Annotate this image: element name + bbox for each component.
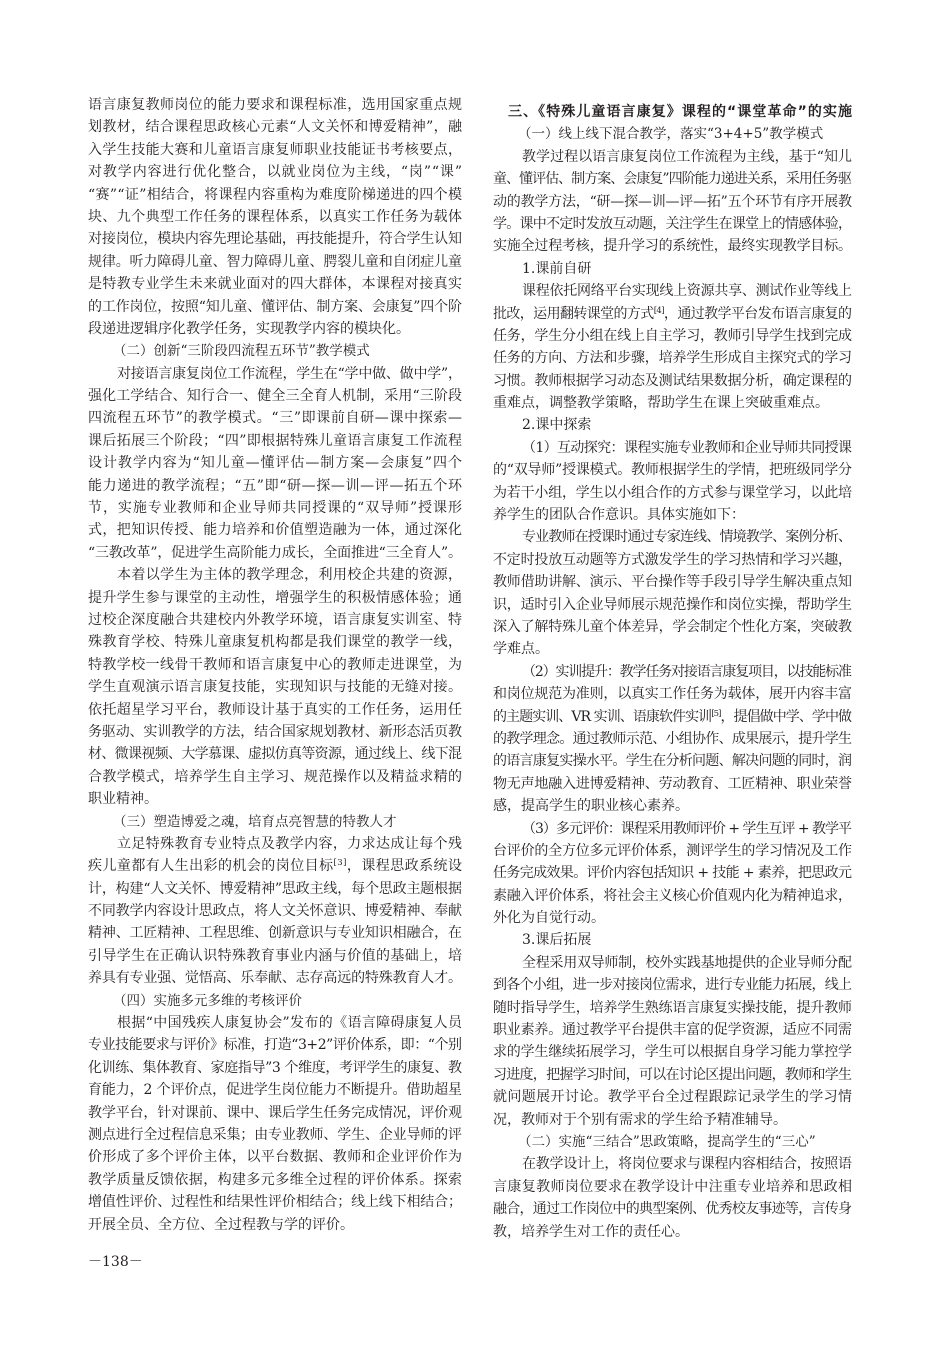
paragraph bbox=[493, 526, 852, 660]
text-line bbox=[88, 855, 462, 877]
text-line: 养学生的团队合作意识。具体实施如下： bbox=[493, 507, 745, 524]
text-line: 实施全过程考核，提升学习的系统性，最终实现教学目标。 bbox=[493, 238, 852, 255]
text-line: 求的学生继续拓展学习，学生可以根据自身学习能力掌控学 bbox=[493, 1044, 852, 1061]
citation-ref: [4] bbox=[653, 305, 664, 316]
text-line: 习惯。教师根据学习动态及测试结果数据分析，确定课程的 bbox=[493, 372, 852, 389]
text-line: 专业教师在授课时通过专家连线、情境教学、案例分析、 bbox=[522, 529, 852, 546]
text-line: 入学生技能大赛和儿童语言康复师职业技能证书考核要点， bbox=[88, 141, 463, 158]
text-line: 四流程五环节”的教学模式。“三”即课前自研—课中探索— bbox=[88, 410, 463, 427]
text-line: 是特教专业学生未来就业面对的四大群体，本课程对接真实 bbox=[88, 276, 463, 293]
text-line: 学。课中不定时发放互动题，关注学生在课堂上的情感体验， bbox=[493, 215, 852, 232]
right-column bbox=[493, 101, 852, 1243]
text-line: 提升学生参与课堂的主动性，增强学生的积极情感体验；通 bbox=[88, 589, 463, 606]
text-line: 育能力，2 个评价点，促进学生岗位能力不断提升。借助超星 bbox=[88, 1082, 462, 1099]
subsection-heading bbox=[493, 1131, 852, 1153]
text-line: 不同教学内容设计思政点，将人文关怀意识、博爱精神、奉献 bbox=[88, 903, 462, 920]
paragraph bbox=[88, 363, 462, 565]
text-line: 语言康复教师岗位的能力要求和课程标准，选用国家重点规 bbox=[88, 97, 463, 113]
text-line: 专业技能要求与评价》标准，打造“3+2”评价体系，即：“个别 bbox=[88, 1037, 462, 1054]
paragraph bbox=[88, 1012, 462, 1236]
text-line: 外化为自觉行动。 bbox=[493, 910, 605, 927]
text-line: 教学质量反馈依据，构建多元多维全过程的评价体系。探索 bbox=[88, 1171, 463, 1188]
paragraph bbox=[493, 1153, 852, 1243]
text-segment: 的主题实训、VR 实训、语康软件实训 bbox=[493, 708, 712, 725]
text-line: 教学平台，针对课前、课中、课后学生任务完成情况，评价观 bbox=[88, 1104, 462, 1121]
paragraph bbox=[493, 661, 852, 818]
text-line: “赛”“证”相结合，将课程内容重构为难度阶梯递进的四个模 bbox=[88, 186, 463, 203]
text-line: 课程依托网络平台实现线上资源共享、测试作业等线上 bbox=[522, 283, 852, 300]
subsection-heading bbox=[493, 123, 852, 145]
paragraph bbox=[493, 952, 852, 1131]
text-line: 在教学设计上，将岗位要求与课程内容相结合，按照语 bbox=[522, 1156, 852, 1173]
step-heading-text: 3.课后拓展 bbox=[522, 932, 592, 949]
subsection-heading-text: （二）创新“三阶段四流程五环节”教学模式 bbox=[113, 343, 370, 360]
paragraph bbox=[88, 564, 462, 810]
text-line: 学难点。 bbox=[493, 641, 549, 658]
text-line: 况，教师对于个别有需求的学生给予精准辅导。 bbox=[493, 1111, 787, 1128]
text-line: 深入了解特殊儿童个体差异，学会制定个性化方案，突破教 bbox=[493, 618, 852, 635]
text-line: 殊教育学校、特殊儿童康复机构都是我们课堂的教学一线， bbox=[88, 634, 463, 651]
text-line: 职业素养。通过教学平台提供丰富的促学资源，适应不同需 bbox=[493, 1022, 852, 1039]
paragraph bbox=[493, 437, 852, 527]
text-line: 全程采用双导师制，校外实践基地提供的企业导师分配 bbox=[522, 954, 852, 971]
citation-ref: [3] bbox=[333, 858, 347, 869]
text-line: 童、懂评估、制方案、会康复”四阶能力递进关系，采用任务驱 bbox=[493, 171, 852, 188]
text-line: 材、微课视频、大学慕课、虚拟仿真等资源，通过线上、线下混 bbox=[88, 746, 462, 763]
text-line: 节，实施专业教师和企业导师共同授课的“双导师”授课形 bbox=[88, 500, 463, 517]
text-line: 不定时投放互动题等方式激发学生的学习热情和学习兴趣， bbox=[493, 551, 852, 568]
text-line: 的语言康复实操水平。学生在分析问题、解决问题的同时，润 bbox=[493, 753, 852, 770]
text-line: 本着以学生为主体的教学理念，利用校企共建的资源， bbox=[117, 567, 463, 584]
text-line: 习进度，把握学习时间，可以在讨论区提出问题，教师和学生 bbox=[493, 1066, 852, 1083]
text-line: 过校企深度融合共建校内外教学环境，语言康复实训室、特 bbox=[88, 611, 463, 628]
text-line: 的工作岗位，按照“知儿童、懂评估、制方案、会康复”四个阶 bbox=[88, 298, 462, 315]
text-line: 精神、工匠精神、工程思维、创新意识与专业知识相融合，在 bbox=[88, 925, 462, 942]
section-heading bbox=[493, 101, 852, 123]
step-heading-text: 2.课中探索 bbox=[522, 417, 592, 434]
subsection-heading-text: （二）实施“三结合”思政策略，提高学生的“三心” bbox=[518, 1133, 816, 1150]
paragraph bbox=[88, 833, 462, 990]
citation-ref: [5] bbox=[711, 708, 721, 719]
text-line: 任务的方向、方法和步骤，培养学生形成自主探究式的学习 bbox=[493, 350, 852, 367]
left-column bbox=[88, 94, 462, 1236]
text-line: 对接岗位，模块内容先理论基础，再技能提升，符合学生认知 bbox=[88, 231, 462, 248]
text-line: 识，适时引入企业导师展示规范操作和岗位实操，帮助学生 bbox=[493, 596, 852, 613]
text-line: 计，构建“人文关怀、博爱精神”思政主线，每个思政主题根据 bbox=[88, 880, 462, 897]
subsection-heading-text: （一）线上线下混合教学，落实“3+4+5”教学模式 bbox=[518, 126, 824, 143]
text-line: 素融入评价体系，将社会主义核心价值观内化为精神追求， bbox=[493, 887, 852, 904]
text-line: 化训练、集体教育、家庭指导”3 个维度，考评学生的康复、教 bbox=[88, 1059, 462, 1076]
text-line: 引导学生在正确认识特殊教育事业内涵与价值的基础上，培 bbox=[88, 947, 463, 964]
text-line: 务驱动、实训教学的方法，结合国家规划教材、新形态活页教 bbox=[88, 723, 462, 740]
text-segment: 疾儿童都有人生出彩的机会的岗位目标 bbox=[88, 858, 334, 875]
text-line: “三教改革”，促进学生高阶能力成长，全面推进“三全育人”。 bbox=[88, 544, 462, 561]
text-line: 台评价的全方位多元评价体系，测评学生的学习情况及工作 bbox=[493, 842, 852, 859]
text-line: 的教学理念。通过教师示范、小组协作、成果展示，提升学生 bbox=[493, 730, 852, 747]
text-line: 到各个小组，进一步对接岗位需求，进行专业能力拓展，线上 bbox=[493, 977, 852, 994]
text-line: 根据“中国残疾人康复协会”发布的《语言障碍康复人员 bbox=[117, 1015, 463, 1032]
text-line: 段递进逻辑序化教学任务，实现教学内容的模块化。 bbox=[88, 320, 410, 337]
text-line: 融合，通过工作岗位中的典型案例、优秀校友事迹等，言传身 bbox=[493, 1201, 852, 1218]
text-line: 的“双导师”授课模式。教师根据学生的学情，把班级同学分 bbox=[493, 462, 852, 479]
text-line: 教师借助讲解、演示、平台操作等手段引导学生解决重点知 bbox=[493, 574, 852, 591]
text-line: 随时指导学生，培养学生熟练语言康复实操技能，提升教师 bbox=[493, 999, 852, 1016]
text-line: 合教学模式，培养学生自主学习、规范操作以及精益求精的 bbox=[88, 768, 463, 785]
text-line: 价形成了多个评价主体，以平台数据、教师和企业评价作为 bbox=[88, 1149, 463, 1166]
text-segment: 批改，运用翻转课堂的方式 bbox=[493, 305, 654, 322]
text-line: 设计教学内容为“知儿童—懂评估—制方案—会康复”四个 bbox=[88, 455, 463, 472]
text-line: 增值性评价、过程性和结果性评价相结合；线上线下相结合； bbox=[88, 1194, 462, 1211]
text-line: （3）多元评价：课程采用教师评价 + 学生互评 + 教学平 bbox=[522, 820, 851, 837]
text-line: 开展全员、全方位、全过程教与学的评价。 bbox=[88, 1216, 354, 1233]
text-line: 重难点，调整教学策略，帮助学生在课上突破重难点。 bbox=[493, 395, 829, 412]
text-line: 动的教学方法，“研—探—训—评—拓”五个环节有序开展教 bbox=[493, 193, 852, 210]
step-heading-text: 1.课前自研 bbox=[522, 260, 592, 277]
text-line: 测点进行全过程信息采集；由专业教师、学生、企业导师的评 bbox=[88, 1126, 462, 1143]
subsection-heading-text: （四）实施多元多维的考核评价 bbox=[113, 992, 302, 1009]
text-line: 任务，学生分小组在线上自主学习，教师引导学生找到完成 bbox=[493, 327, 852, 344]
paragraph bbox=[88, 94, 462, 340]
section-heading-text: 三、《特殊儿童语言康复》课程的“课堂革命”的实施 bbox=[508, 104, 854, 120]
text-line bbox=[493, 303, 852, 325]
text-line: 和岗位规范为准则，以真实工作任务为载体，展开内容丰富 bbox=[493, 686, 852, 703]
text-segment: ，提倡做中学、学中做 bbox=[720, 708, 852, 725]
text-line: 言康复教师岗位要求在教学设计中注重专业培养和思政相 bbox=[493, 1178, 853, 1195]
text-line: 规律。听力障碍儿童、智力障碍儿童、腭裂儿童和自闭症儿童 bbox=[88, 253, 462, 270]
text-line: 块、九个典型工作任务的课程体系，以真实工作任务为载体 bbox=[88, 208, 463, 225]
step-heading bbox=[493, 414, 852, 436]
subsection-heading bbox=[88, 811, 462, 833]
text-line: 依托超星学习平台，教师设计基于真实的工作任务，运用任 bbox=[88, 701, 463, 718]
text-segment: ，通过教学平台发布语言康复的 bbox=[663, 305, 852, 322]
text-line: 就问题展开讨论。教学平台全过程跟踪记录学生的学习情 bbox=[493, 1089, 853, 1106]
text-line: 对教学内容进行优化整合，以就业岗位为主线，“岗”“课” bbox=[88, 164, 463, 181]
step-heading bbox=[493, 258, 852, 280]
text-line: 能力递进的教学流程；“五”即“研—探—训—评—拓五个环 bbox=[88, 477, 463, 494]
text-line: （2）实训提升：教学任务对接语言康复项目，以技能标准 bbox=[522, 663, 851, 680]
text-line: 为若干小组，学生以小组合作的方式参与课堂学习，以此培 bbox=[493, 484, 852, 501]
text-line: 任务完成效果。评价内容包括知识 + 技能 + 素养，把思政元 bbox=[493, 865, 852, 882]
step-heading bbox=[493, 929, 852, 951]
page-number: －138－ bbox=[88, 1254, 143, 1270]
text-line: 对接语言康复岗位工作流程，学生在“学中做、做中学”， bbox=[117, 365, 462, 382]
text-line: 教学过程以语言康复岗位工作流程为主线，基于“知儿 bbox=[522, 148, 853, 165]
text-line: 特教学校一线骨干教师和语言康复中心的教师走进课堂，为 bbox=[88, 656, 463, 673]
paragraph bbox=[493, 818, 852, 930]
text-line: 强化工学结合、知行合一、健全三全育人机制，采用“三阶段 bbox=[88, 388, 463, 405]
text-line: 学生直观演示语言康复技能，实现知识与技能的无缝对接。 bbox=[88, 679, 463, 696]
text-line: 课后拓展三个阶段；“四”即根据特殊儿童语言康复工作流程 bbox=[88, 432, 463, 449]
paragraph bbox=[493, 146, 852, 258]
text-line: 划教材，结合课程思政核心元素“人文关怀和博爱精神”，融 bbox=[88, 119, 463, 136]
text-segment: ，课程思政系统设 bbox=[346, 858, 463, 875]
text-line: 感，提高学生的职业核心素养。 bbox=[493, 798, 689, 815]
text-line: 物无声地融入进博爱精神、劳动教育、工匠精神、职业荣誉 bbox=[493, 775, 852, 792]
text-line: 养具有专业强、觉悟高、乐奉献、志存高远的特殊教育人才。 bbox=[88, 970, 462, 987]
text-line: 式，把知识传授、能力培养和价值塑造融为一体，通过深化 bbox=[88, 522, 463, 539]
text-line: 教，培养学生对工作的责任心。 bbox=[493, 1223, 689, 1240]
text-line: （1）互动探究：课程实施专业教师和企业导师共同授课 bbox=[522, 439, 852, 456]
text-line: 职业精神。 bbox=[88, 791, 158, 808]
subsection-heading bbox=[88, 340, 462, 362]
subsection-heading-text: （三）塑造博爱之魂，培育点亮智慧的特教人才 bbox=[113, 813, 397, 830]
subsection-heading bbox=[88, 990, 462, 1012]
paragraph bbox=[493, 280, 852, 414]
text-line bbox=[493, 706, 852, 728]
text-line: 立足特殊教育专业特点及教学内容，力求达成让每个残 bbox=[117, 835, 463, 852]
